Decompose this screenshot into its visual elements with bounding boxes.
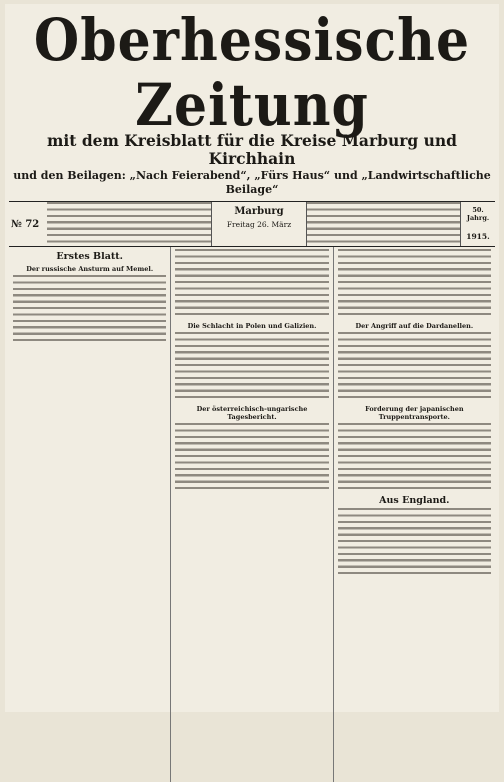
issue-number: № 72 xyxy=(11,218,40,230)
masthead-title: Oberhessische Zeitung xyxy=(33,6,471,140)
issue-year: 1915. xyxy=(466,232,490,241)
issue-date: Freitag 26. März xyxy=(226,220,292,229)
column-2 xyxy=(171,247,333,782)
article-heading: Forderung der japanischen Truppentransporte. xyxy=(365,405,464,421)
issue-dateline xyxy=(211,202,307,246)
advertising-info xyxy=(307,202,460,246)
masthead-subtitle: mit dem Kreisblatt für die Kreise Marburg und Kirchhain xyxy=(46,131,458,168)
article-body xyxy=(175,249,328,319)
article-body xyxy=(175,332,328,402)
article-body xyxy=(175,423,328,493)
article-heading: Der österreichisch-ungarische Tagesbericht. xyxy=(196,405,308,421)
article-body xyxy=(338,508,491,578)
article-body xyxy=(13,275,166,345)
article-heading: Die Schlacht in Polen und Galizien. xyxy=(187,322,317,330)
article-heading: Der Angriff auf die Dardanellen. xyxy=(355,322,474,330)
article-body xyxy=(338,332,491,402)
column-3 xyxy=(334,247,495,782)
article-body xyxy=(338,423,491,493)
issue-city: Marburg xyxy=(234,206,284,217)
subscription-info xyxy=(47,202,211,246)
column-1 xyxy=(9,247,171,782)
newspaper-page xyxy=(5,4,499,712)
article-heading: Aus England. xyxy=(379,495,450,506)
section-heading: Erstes Blatt. xyxy=(56,251,123,262)
article-columns xyxy=(9,247,495,782)
article-body xyxy=(338,249,491,319)
issue-volume-block xyxy=(460,202,495,246)
issue-info-bar xyxy=(9,202,495,247)
masthead-supplements: und den Beilagen: „Nach Feierabend“, „Fürs Haus“ und „Landwirtschaftliche Beilage“ xyxy=(13,169,491,196)
issue-volume: 50. Jahrg. xyxy=(466,206,490,222)
article-heading: Der russische Ansturm auf Memel. xyxy=(26,265,154,273)
